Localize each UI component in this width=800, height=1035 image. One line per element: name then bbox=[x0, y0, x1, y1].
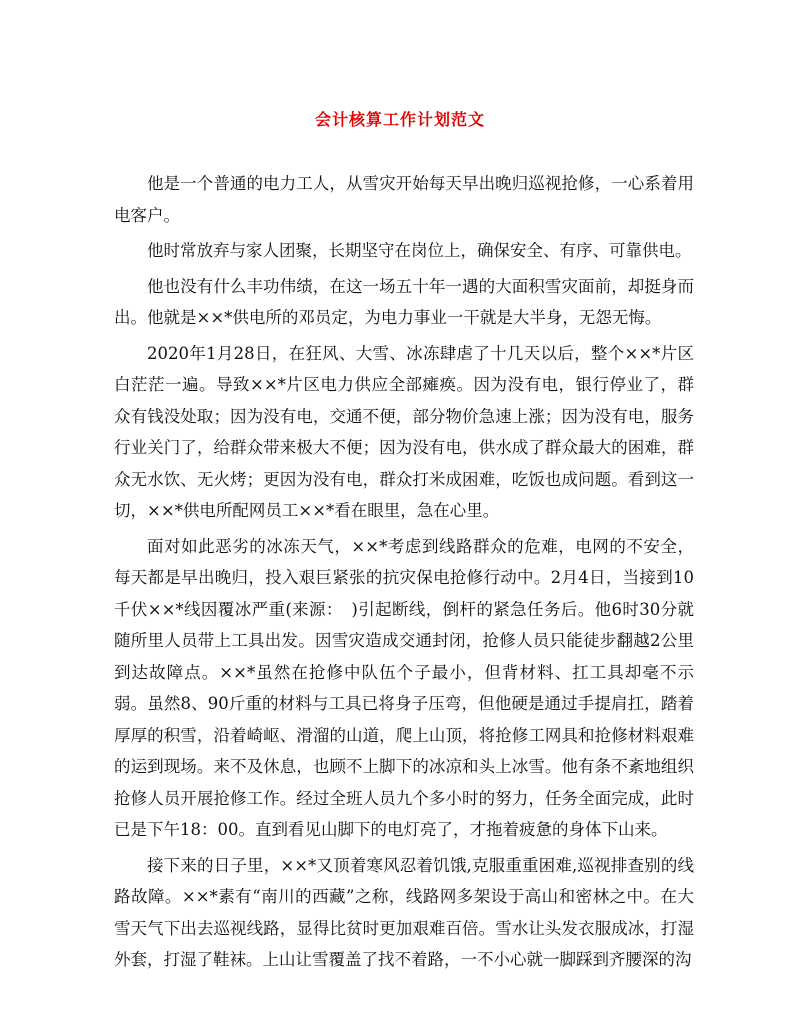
paragraph-4: 2020年1月28日，在狂风、大雪、冰冻肆虐了十几天以后，整个××*片区白茫茫一遍。导致××*片区电力供应全部瘫痪。因为没有电，银行停业了，群众有钱没处取；因为没有电，交通不便，部分物价急速上涨；因为没有电，服务行业关门了，给群众带来极大不便；因为没有电，供水成了群众最大的困难，群众无水饮、无火烤；更因为没有电，群众打米成困难，吃饭也成问题。看到这一切，××*供电所配网员工××*看在眼里，急在心里。 bbox=[114, 343, 694, 520]
paragraph-6: 接下来的日子里，××*又顶着寒风忍着饥饿,克服重重困难,巡视排查别的线路故障。××*素有“南川的西藏”之称，线路网多架设于高山和密林之中。在大雪天气下出去巡视线路，显得比贫时更加艰难百倍。雪水让头发衣服成冰，打湿外套，打湿了鞋袜。上山让雪覆盖了找不着路，一不小心就一脚踩到齐腰深的沟 bbox=[114, 855, 694, 969]
document-title: 会计核算工作计划范文 bbox=[314, 110, 485, 129]
paragraph-1: 他是一个普通的电力工人，从雪灾开始每天早出晚归巡视抢修，一心系着用电客户。 bbox=[114, 174, 694, 225]
paragraph-2: 他时常放弃与家人团聚，长期坚守在岗位上，确保安全、有序、可靠供电。 bbox=[147, 241, 692, 260]
document-body bbox=[114, 168, 694, 980]
paragraph-3: 他也没有什么丰功伟绩，在这一场五十年一遇的大面积雪灾面前，却挺身而出。他就是××*供电所的邓员定，为电力事业一干就是大半身，无怨无悔。 bbox=[114, 276, 694, 327]
paragraph-5: 面对如此恶劣的冰冻天气，××*考虑到线路群众的危难，电网的不安全，每天都是早出晚归，投入艰巨紧张的抗灾保电抢修行动中。2月4日，当接到10千伏××*线因覆冰严重(来源： )引起断线，倒杆的紧急任务后。他6时30分就随所里人员带上工具出发。因雪灾造成交通封闭，抢修人员只能徒步翻越2公里到达故障点。××*虽然在抢修中队伍个子最小，但背材料、扛工具却毫不示弱。虽然8、90斤重的材料与工具已将身子压弯，但他硬是通过手提肩扛，踏着厚厚的积雪，沿着崎岖、滑溜的山道，爬上山顶，将抢修工网具和抢修材料艰难的运到现场。来不及休息，也顾不上脚下的冰凉和头上冰雪。他有条不紊地组织抢修人员开展抢修工作。经过全班人员九个多小时的努力，任务全面完成，此时已是下午18：00。直到看见山脚下的电灯亮了，才拖着疲惫的身体下山来。 bbox=[114, 536, 694, 839]
